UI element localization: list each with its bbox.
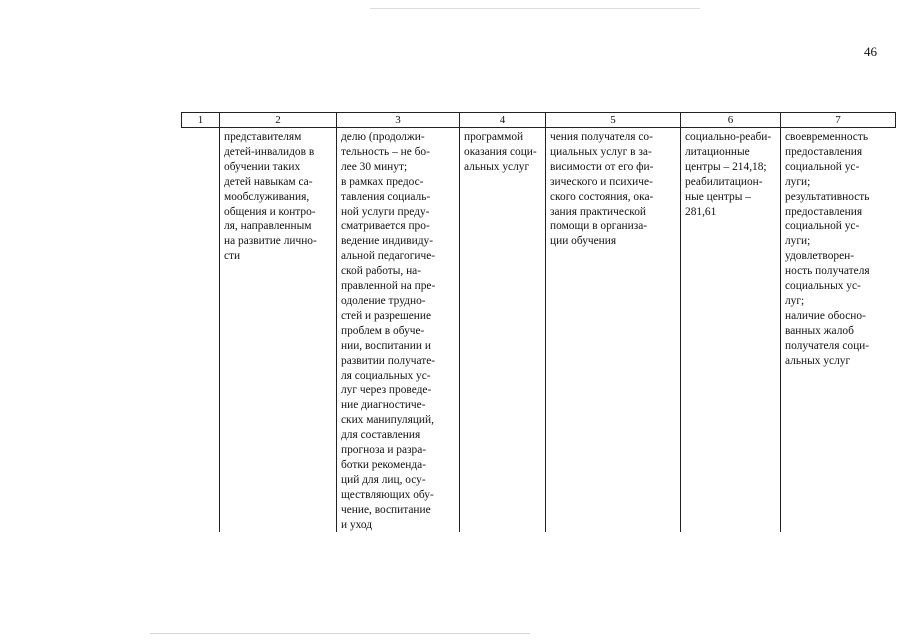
cell-text-line: сматривается про- bbox=[341, 220, 430, 233]
table-cell-col-4 bbox=[460, 128, 546, 533]
cell-text-line: сти bbox=[224, 250, 241, 263]
cell-text-line: и уход bbox=[341, 518, 373, 531]
cell-text-line: лее 30 минут; bbox=[341, 160, 408, 173]
cell-text-line: тавления социаль- bbox=[341, 190, 431, 203]
table-row bbox=[182, 128, 896, 533]
cell-text-line: ского состояния, ока- bbox=[550, 190, 654, 203]
page-number: 46 bbox=[864, 44, 877, 59]
cell-text-line: альной педагогиче- bbox=[341, 250, 436, 263]
cell-text-line: стей и разрешение bbox=[341, 309, 432, 322]
cell-text-line: предоставления bbox=[785, 145, 863, 158]
cell-text-line: прогноза и разра- bbox=[341, 444, 427, 457]
table-cell-col-5 bbox=[546, 128, 681, 533]
cell-text-line: луг через проведе- bbox=[341, 384, 432, 397]
cell-text-line: детей навыкам са- bbox=[224, 175, 313, 188]
cell-text-line: социальных ус- bbox=[785, 280, 861, 293]
cell-text-line: ность получателя bbox=[785, 265, 870, 278]
cell-text-line: чение, воспитание bbox=[341, 503, 431, 516]
cell-text-line: ля, направленным bbox=[224, 220, 312, 233]
cell-text-line: луги; bbox=[785, 175, 811, 188]
cell-text-line: социальной ус- bbox=[785, 160, 860, 173]
cell-text-line: проблем в обуче- bbox=[341, 324, 425, 337]
cell-text-line: луг; bbox=[785, 294, 805, 307]
cell-text-line: программой bbox=[464, 131, 524, 143]
table-cell-col-3 bbox=[337, 128, 460, 533]
table-cell-col-7 bbox=[781, 128, 896, 533]
cell-text-line: на развитие лично- bbox=[224, 235, 317, 248]
column-number-4: 4 bbox=[460, 113, 546, 128]
table-cell-col-6 bbox=[681, 128, 781, 533]
cell-text-line: ной услуги преду- bbox=[341, 205, 430, 218]
cell-text-line: социально-реаби- bbox=[685, 131, 772, 143]
cell-text-line: литационные bbox=[685, 145, 750, 158]
cell-text-line: правленной на пре- bbox=[341, 280, 436, 293]
cell-text-line: зического и психиче- bbox=[550, 175, 653, 188]
cell-text-line: удовлетворен- bbox=[785, 250, 855, 263]
cell-text-line: центры – 214,18; bbox=[685, 160, 767, 173]
cell-text-line: одоление трудно- bbox=[341, 294, 426, 307]
table-cell-col-1 bbox=[182, 128, 220, 533]
cell-text-line: ние диагностиче- bbox=[341, 399, 426, 412]
cell-text-line: ществляющих обу- bbox=[341, 488, 434, 501]
cell-text-line: ботки рекоменда- bbox=[341, 458, 426, 471]
cell-text-line: результативность bbox=[785, 190, 870, 203]
cell-text-line: наличие обосно- bbox=[785, 309, 866, 322]
cell-text-line: ведение индивиду- bbox=[341, 235, 434, 248]
cell-text-line: для составления bbox=[341, 429, 421, 442]
cell-text-line: реабилитацион- bbox=[685, 175, 763, 188]
table-header-row bbox=[182, 113, 896, 128]
cell-text-line: своевременность bbox=[785, 131, 869, 143]
cell-text-line: висимости от его фи- bbox=[550, 160, 654, 173]
cell-text-line: ля социальных ус- bbox=[341, 369, 431, 382]
cell-text-line: чения получателя со- bbox=[550, 131, 653, 143]
cell-text-line: общения и контро- bbox=[224, 205, 316, 218]
cell-text-line: тельность – не бо- bbox=[341, 145, 430, 158]
cell-text-line: ций для лиц, осу- bbox=[341, 473, 426, 486]
cell-text-line: циальных услуг в за- bbox=[550, 145, 652, 158]
column-number-6: 6 bbox=[681, 113, 781, 128]
cell-text-line: альных услуг bbox=[785, 354, 851, 367]
cell-text-line: представителям bbox=[224, 131, 302, 143]
cell-text-line: развитии получате- bbox=[341, 354, 436, 367]
cell-text-line: зания практической bbox=[550, 205, 647, 218]
cell-text-line: детей-инвалидов в bbox=[224, 145, 315, 158]
cell-text-line: альных услуг bbox=[464, 160, 530, 173]
column-number-7: 7 bbox=[781, 113, 896, 128]
cell-text-line: получателя соци- bbox=[785, 339, 870, 352]
cell-text-line: ской работы, на- bbox=[341, 265, 422, 278]
table-cell-col-2 bbox=[220, 128, 337, 533]
column-number-2: 2 bbox=[220, 113, 337, 128]
cell-text-line: в рамках предос- bbox=[341, 175, 424, 188]
cell-text-line: нии, воспитании и bbox=[341, 339, 431, 352]
column-number-3: 3 bbox=[337, 113, 460, 128]
cell-text-line: мообслуживания, bbox=[224, 190, 310, 203]
cell-text-line: обучении таких bbox=[224, 160, 301, 173]
cell-text-line: 281,61 bbox=[685, 205, 717, 218]
column-number-1: 1 bbox=[182, 113, 220, 128]
cell-text-line: помощи в организа- bbox=[550, 220, 648, 233]
cell-text-line: ции обучения bbox=[550, 235, 617, 248]
cell-text-line: ских манипуляций, bbox=[341, 414, 434, 427]
services-table bbox=[181, 112, 896, 532]
cell-text-line: ные центры – bbox=[685, 190, 751, 203]
cell-text-line: луги; bbox=[785, 235, 811, 248]
cell-text-line: предоставления bbox=[785, 205, 863, 218]
scan-artifact-top bbox=[370, 8, 700, 9]
scan-artifact-bottom bbox=[150, 633, 530, 634]
cell-text-line: социальной ус- bbox=[785, 220, 860, 233]
cell-text-line: делю (продолжи- bbox=[341, 131, 425, 143]
cell-text-line: оказания соци- bbox=[464, 145, 537, 158]
table-body bbox=[182, 128, 896, 533]
cell-text-line: ванных жалоб bbox=[785, 324, 854, 337]
column-number-5: 5 bbox=[546, 113, 681, 128]
